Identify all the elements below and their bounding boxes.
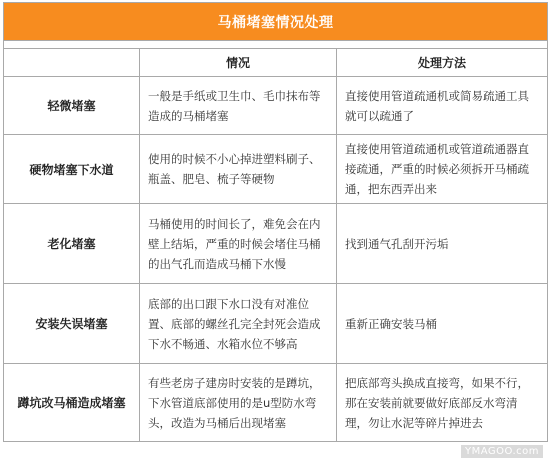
row-situation: 使用的时候不小心掉进塑料刷子、瓶盖、肥皂、梳子等硬物 xyxy=(140,135,337,204)
row-situation: 有些老房子建房时安装的是蹲坑，下水管道底部使用的是u型防水弯头，改造为马桶后出现堵塞 xyxy=(140,364,337,442)
row-method: 直接使用管道疏通机或管道疏通器直接疏通，严重的时候必须拆开马桶疏通，把东西弄出来 xyxy=(337,135,548,204)
row-name: 安装失误堵塞 xyxy=(4,284,140,364)
table-row xyxy=(4,77,548,135)
row-name: 硬物堵塞下水道 xyxy=(4,135,140,204)
spacer-row xyxy=(4,41,548,49)
row-situation: 一般是手纸或卫生巾、毛巾抹布等造成的马桶堵塞 xyxy=(140,77,337,135)
row-method: 重新正确安装马桶 xyxy=(337,284,548,364)
row-method: 直接使用管道疏通机或简易疏通工具就可以疏通了 xyxy=(337,77,548,135)
header-blank xyxy=(4,49,140,77)
header-situation: 情况 xyxy=(140,49,337,77)
row-situation: 底部的出口跟下水口没有对准位置、底部的螺丝孔完全封死会造成下水不畅通、水箱水位不够高 xyxy=(140,284,337,364)
row-method: 找到通气孔刮开污垢 xyxy=(337,204,548,284)
table-row xyxy=(4,204,548,284)
table-row xyxy=(4,135,548,204)
header-row xyxy=(4,49,548,77)
row-name: 蹲坑改马桶造成堵塞 xyxy=(4,364,140,442)
row-name: 老化堵塞 xyxy=(4,204,140,284)
row-situation: 马桶使用的时间长了，难免会在内壁上结垢，严重的时候会堵住马桶的出气孔而造成马桶下水慢 xyxy=(140,204,337,284)
table-title: 马桶堵塞情况处理 xyxy=(4,3,548,41)
table-row xyxy=(4,284,548,364)
page xyxy=(3,2,547,460)
row-name: 轻微堵塞 xyxy=(4,77,140,135)
table-row xyxy=(4,364,548,442)
header-method: 处理方法 xyxy=(337,49,548,77)
site-watermark: YMAGOO.com xyxy=(461,445,543,458)
row-method: 把底部弯头换成直接弯，如果不行，那在安装前就要做好底部反水弯清理，勿让水泥等碎片掉进去 xyxy=(337,364,548,442)
clog-handling-table xyxy=(3,2,548,442)
